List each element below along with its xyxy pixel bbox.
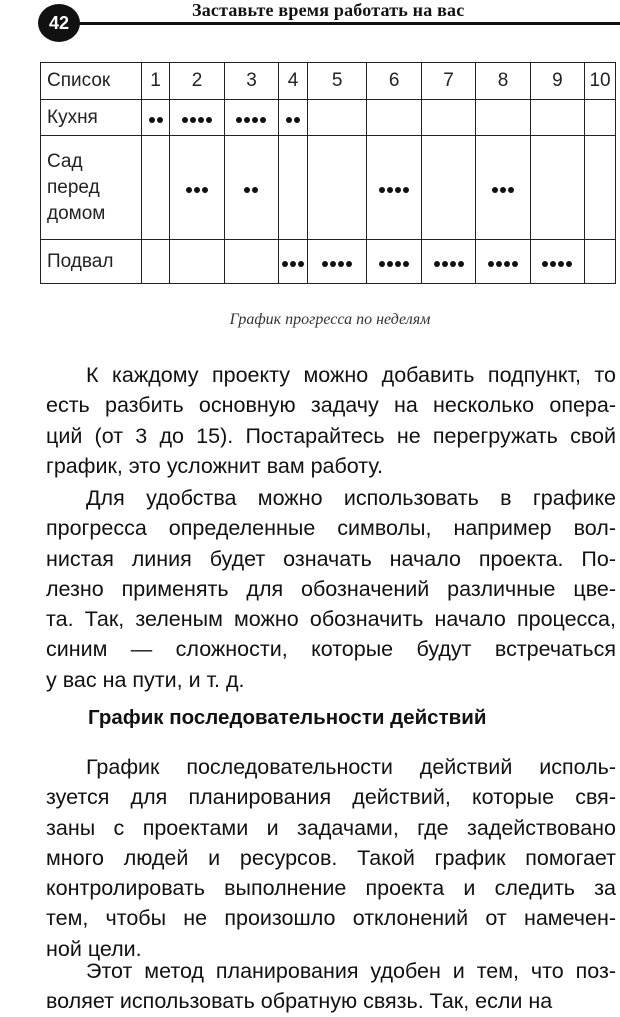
section-heading: График последовательности действий [88, 706, 487, 729]
running-title: Заставьте время работать на вас [186, 0, 470, 21]
progress-cell [141, 136, 170, 240]
progress-dot [500, 187, 506, 193]
week-header: 10 [585, 63, 616, 100]
progress-dot [194, 187, 200, 193]
progress-cell [476, 136, 530, 240]
row-label-line: Кухня [47, 106, 98, 128]
progress-dot [236, 117, 242, 123]
text-line: график, это усложнит вам работу. [46, 453, 383, 478]
progress-dot [252, 117, 258, 123]
progress-dot [252, 187, 258, 193]
progress-cell [476, 100, 530, 136]
progress-cell [367, 136, 421, 240]
progress-dots [181, 107, 213, 129]
progress-dot [244, 187, 250, 193]
progress-dot [496, 261, 502, 267]
paragraph-4 [46, 956, 616, 1017]
week-header: 6 [367, 63, 421, 100]
progress-dots [148, 107, 164, 129]
progress-dot [566, 261, 572, 267]
progress-dot [346, 261, 352, 267]
progress-dot [387, 187, 393, 193]
progress-dot [508, 187, 514, 193]
progress-dot [492, 187, 498, 193]
progress-dot [198, 117, 204, 123]
progress-dot [202, 187, 208, 193]
progress-dot [149, 117, 155, 123]
text-line: синим — сложности, которые будут встречаться [46, 637, 616, 662]
progress-dots [243, 177, 259, 199]
progress-dots [433, 251, 465, 273]
progress-dot [282, 261, 288, 267]
progress-cell [279, 100, 308, 136]
progress-dot [294, 117, 300, 123]
row-label-line: перед [47, 176, 100, 198]
progress-dot [434, 261, 440, 267]
week-header: 2 [170, 63, 224, 100]
text-line: контролировать выполнение проекта и следить за [46, 876, 616, 901]
progress-dots [285, 107, 301, 129]
week-header: 5 [307, 63, 367, 100]
table-row [41, 100, 616, 136]
progress-dot [395, 187, 401, 193]
progress-dot [558, 261, 564, 267]
text-line: воляет использовать обратную связь. Так, если на [46, 989, 553, 1014]
progress-cell [421, 240, 475, 284]
progress-dot [379, 187, 385, 193]
text-line: у вас на пути, и т. д. [46, 667, 245, 692]
progress-dot [244, 117, 250, 123]
text-line: ной цели. [46, 936, 142, 961]
progress-dot [260, 117, 266, 123]
progress-dot [182, 117, 188, 123]
progress-cell [367, 240, 421, 284]
text-line: есть разбить основную задачу на несколько опера- [46, 393, 616, 418]
progress-cell [279, 136, 308, 240]
row-label [41, 136, 142, 240]
progress-table [40, 62, 616, 284]
progress-dot [387, 261, 393, 267]
progress-dot [403, 261, 409, 267]
progress-dot [442, 261, 448, 267]
progress-cell [421, 100, 475, 136]
progress-dot [395, 261, 401, 267]
progress-dots [378, 177, 410, 199]
progress-cell [224, 240, 278, 284]
progress-dot [286, 117, 292, 123]
progress-dot [206, 117, 212, 123]
progress-cell [585, 240, 616, 284]
header-rule [70, 22, 620, 25]
text-line: Для удобства можно использовать в графике [86, 486, 616, 510]
progress-dots [235, 107, 267, 129]
progress-cell [141, 100, 170, 136]
progress-dots [281, 251, 305, 273]
progress-cell [421, 136, 475, 240]
text-line: заны с проектами и задачами, где задействовано [46, 815, 616, 840]
progress-dot [403, 187, 409, 193]
table-header-row [41, 63, 616, 100]
progress-dot [458, 261, 464, 267]
progress-dot [298, 261, 304, 267]
progress-cell [307, 100, 367, 136]
progress-dots [491, 177, 515, 199]
text-line: прогресса определенные символы, например вол- [46, 516, 616, 541]
page-header [0, 0, 620, 44]
progress-cell [585, 136, 616, 240]
progress-dot [488, 261, 494, 267]
progress-cell [530, 136, 584, 240]
row-label [41, 240, 142, 284]
progress-cell [367, 100, 421, 136]
table-row [41, 136, 616, 240]
progress-cell [224, 100, 278, 136]
progress-dots [185, 177, 209, 199]
week-header: 3 [224, 63, 278, 100]
progress-dot [504, 261, 510, 267]
table-row [41, 240, 616, 284]
progress-cell [170, 136, 224, 240]
progress-cell [170, 100, 224, 136]
text-line: К каждому проекту можно добавить подпункт, то [86, 363, 616, 387]
text-line: тем, чтобы не произошло отклонений от намечен- [46, 906, 616, 931]
progress-dot [157, 117, 163, 123]
paragraph-2 [46, 483, 616, 695]
progress-cell [585, 100, 616, 136]
progress-dot [338, 261, 344, 267]
row-label-line: Сад [47, 150, 83, 172]
progress-dot [550, 261, 556, 267]
row-label-line: Подвал [47, 250, 114, 272]
progress-dot [190, 117, 196, 123]
week-header: 4 [279, 63, 308, 100]
progress-dot [542, 261, 548, 267]
progress-cell [170, 240, 224, 284]
progress-dot [512, 261, 518, 267]
progress-cell [530, 240, 584, 284]
progress-cell [530, 100, 584, 136]
text-line: та. Так, зеленым можно обозначить начало процесса, [46, 607, 616, 632]
text-line: Этот метод планирования удобен и тем, что поз- [86, 959, 616, 983]
text-line: ций (от 3 до 15). Постарайтесь не перегружать свой [46, 423, 616, 448]
page-number: 42 [48, 12, 70, 33]
week-header: 1 [141, 63, 170, 100]
progress-dot [330, 261, 336, 267]
progress-dots [378, 251, 410, 273]
row-label [41, 100, 142, 136]
text-line: График последовательности действий исполь- [86, 755, 616, 779]
paragraph-1 [46, 360, 616, 481]
week-header: 7 [421, 63, 475, 100]
progress-dots [487, 251, 519, 273]
progress-dots [541, 251, 573, 273]
text-line: лезно применять для обозначений различные цве- [46, 576, 616, 601]
progress-dot [186, 187, 192, 193]
progress-cell [224, 136, 278, 240]
progress-cell [307, 136, 367, 240]
progress-dots [321, 251, 353, 273]
progress-dot [322, 261, 328, 267]
progress-dot [379, 261, 385, 267]
week-header: 9 [530, 63, 584, 100]
progress-cell [279, 240, 308, 284]
progress-dot [450, 261, 456, 267]
text-line: зуется для планирования действий, которые свя- [46, 785, 616, 810]
progress-cell [476, 240, 530, 284]
progress-cell [141, 240, 170, 284]
paragraph-3 [46, 752, 616, 964]
table-corner-label: Список [41, 63, 142, 100]
row-label-line: домом [47, 202, 106, 224]
progress-cell [307, 240, 367, 284]
text-line: нистая линия будет означать начало проекта. По- [46, 546, 616, 571]
week-header: 8 [476, 63, 530, 100]
text-line: много людей и ресурсов. Такой график помогает [46, 845, 616, 870]
table-caption: График прогресса по неделям [229, 311, 431, 328]
progress-dot [290, 261, 296, 267]
